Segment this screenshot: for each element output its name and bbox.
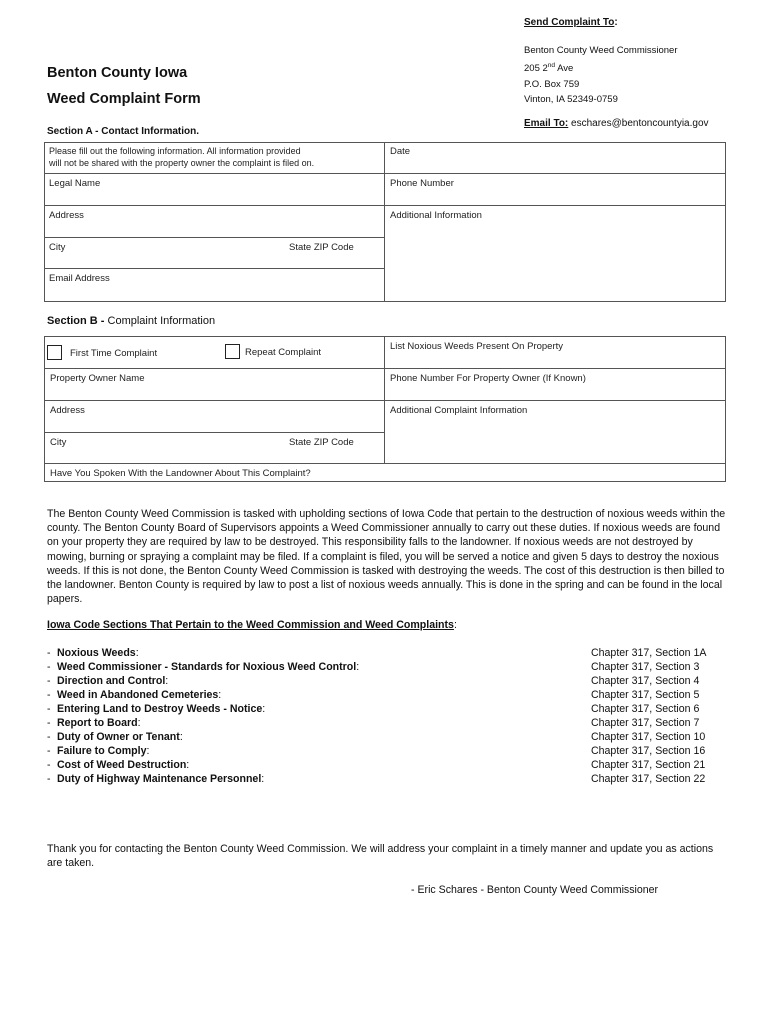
list-item: - Weed Commissioner - Standards for Noxious Weed Control: Chapter 317, Section 3 (47, 661, 700, 673)
additional-complaint-field[interactable]: Additional Complaint Information (390, 405, 528, 416)
address-line: Vinton, IA 52349-0759 (524, 94, 618, 106)
page-title: Benton County Iowa Weed Complaint Form (47, 65, 201, 107)
divider (44, 173, 726, 174)
divider (44, 400, 726, 401)
divider (44, 205, 726, 206)
divider (384, 142, 385, 302)
address-line: Benton County Weed Commissioner (524, 45, 678, 56)
list-item: - Cost of Weed Destruction: Chapter 317, Section 21 (47, 759, 706, 771)
section-b-heading: Section B - Complaint Information (47, 315, 216, 327)
phone-number-field[interactable]: Phone Number (390, 178, 454, 189)
owner-state-zip-field[interactable]: State ZIP Code (289, 437, 354, 448)
additional-information-field[interactable]: Additional Information (390, 210, 482, 221)
mailing-address (524, 43, 677, 107)
thank-you-note: Thank you for contacting the Benton County Weed Commission. We will address your complaint in a timely manner and update you as actions are taken. (47, 843, 714, 870)
list-item: - Failure to Comply: Chapter 317, Section 16 (47, 745, 706, 757)
email-to: Email To: eschares@bentoncountyia.gov (524, 118, 709, 129)
list-item: - Entering Land to Destroy Weeds - Notice: Chapter 317, Section 6 (47, 703, 700, 715)
iowa-code-heading: Iowa Code Sections That Pertain to the Weed Commission and Weed Complaints: (47, 619, 457, 631)
state-zip-field[interactable]: State ZIP Code (289, 242, 354, 253)
owner-city-field[interactable]: City (50, 437, 67, 448)
first-time-complaint-label: First Time Complaint (70, 348, 158, 359)
address-field[interactable]: Address (49, 210, 84, 221)
email-address-link[interactable]: eschares@bentoncountyia.gov (571, 118, 709, 129)
divider (44, 237, 384, 238)
list-item: - Duty of Highway Maintenance Personnel: Chapter 317, Section 22 (47, 773, 706, 785)
divider (44, 268, 384, 269)
spoken-with-landowner-field[interactable]: Have You Spoken With the Landowner About This Complaint? (50, 468, 311, 479)
owner-phone-field[interactable]: Phone Number For Property Owner (If Known) (390, 373, 586, 384)
property-owner-name-field[interactable]: Property Owner Name (50, 373, 145, 384)
email-address-field[interactable]: Email Address (49, 273, 110, 284)
signature: - Eric Schares - Benton County Weed Commissioner (411, 884, 659, 896)
address-line: 205 2nd Ave (524, 62, 574, 75)
legal-name-field[interactable]: Legal Name (49, 178, 101, 189)
owner-address-field[interactable]: Address (50, 405, 85, 416)
repeat-complaint-label: Repeat Complaint (245, 347, 322, 358)
divider (44, 368, 726, 369)
iowa-code-list (47, 646, 717, 786)
list-item: - Direction and Control: Chapter 317, Section 4 (47, 675, 700, 687)
list-item: - Noxious Weeds: Chapter 317, Section 1A (47, 647, 707, 659)
list-item: - Report to Board: Chapter 317, Section 7 (47, 717, 700, 729)
section-a-heading: Section A - Contact Information. (47, 126, 200, 137)
send-complaint-heading: Send Complaint To: (524, 17, 618, 28)
first-time-complaint-checkbox[interactable] (47, 345, 62, 360)
address-line: P.O. Box 759 (524, 78, 580, 90)
list-item: - Weed in Abandoned Cemeteries: Chapter 317, Section 5 (47, 689, 700, 701)
noxious-weeds-list-field[interactable]: List Noxious Weeds Present On Property (390, 341, 564, 352)
commission-paragraph: The Benton County Weed Commission is tasked with upholding sections of Iowa Code that pertain to the destruction of noxious weeds within the county. The Benton County Board of Supervisors appoints a Weed Commissioner annually to carry out these duties. If noxious weeds are found on your property they are required by law to be destroyed. This responsibility falls to the landowner. If noxious weeds are not destroyed by mowing, burning or spraying a complaint may be filed. If a complaint is filed, you will be served a notice and given 5 days to destroy the noxious weeds. If this is not done, the Benton County Weed Commission is tasked with destroying the weeds. The cost of this destruction is then billed to the landowner. Benton County is required by law to post a list of noxious weeds annually. This is done in the spring and can be found in the local papers. (47, 508, 726, 606)
city-field[interactable]: City (49, 242, 66, 253)
list-item: - Duty of Owner or Tenant: Chapter 317, Section 10 (47, 731, 706, 743)
divider (44, 463, 726, 464)
repeat-complaint-checkbox[interactable] (225, 344, 240, 359)
divider (44, 432, 384, 433)
date-field[interactable]: Date (390, 146, 411, 157)
privacy-note: Please fill out the following information. All information provided will not be shared with the property owner the complaint is filed on. (49, 146, 315, 168)
